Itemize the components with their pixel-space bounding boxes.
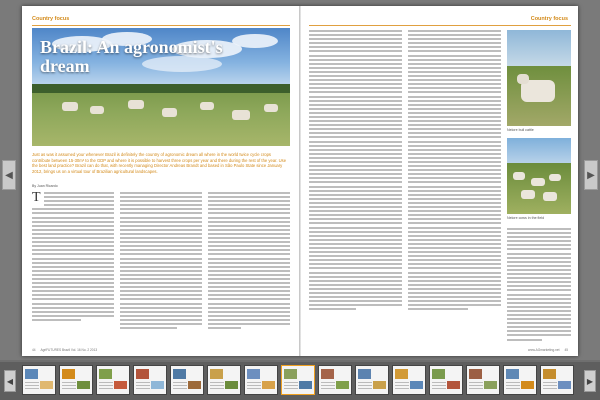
triangle-left-icon: ◀: [6, 376, 14, 386]
page-thumbnail[interactable]: [503, 365, 537, 395]
next-page-button[interactable]: [584, 160, 598, 190]
footer-text: www.AGmarketing.net: [528, 348, 560, 352]
divider: [309, 25, 571, 26]
text-column: [408, 30, 501, 312]
page-thumbnail[interactable]: [244, 365, 278, 395]
section-tag: Country focus: [32, 16, 70, 22]
page-thumbnail[interactable]: [540, 365, 574, 395]
page-thumbnail[interactable]: [207, 365, 241, 395]
text-column: [32, 192, 114, 331]
article-body: [309, 30, 501, 312]
article-title: Brazil: An agronomist's dream: [40, 37, 223, 76]
page-thumbnail[interactable]: [318, 365, 352, 395]
page-number: 44: [32, 348, 36, 352]
drop-cap: T: [32, 190, 41, 205]
text-column: [120, 192, 202, 331]
byline: By Juan Ricardo: [32, 184, 58, 188]
photo-caption: Nelore bull cattle: [507, 128, 534, 132]
triangle-right-icon: ▶: [586, 376, 594, 386]
page-thumbnail[interactable]: [392, 365, 426, 395]
cows-photo: [507, 138, 571, 214]
footer-text: AgriFUTURES Brazil Vol. 16 No. 2 2013: [40, 348, 98, 352]
section-tag: Country focus: [530, 16, 568, 22]
page-thumbnail[interactable]: [96, 365, 130, 395]
page-number: 45: [564, 348, 568, 352]
right-page[interactable]: [301, 6, 578, 356]
page-thumbnail[interactable]: [355, 365, 389, 395]
article-body: [32, 192, 290, 331]
text-column: [208, 192, 290, 331]
article-standfirst: Just as was it assumed your whenever Brazil is definitely the country of agronomic dream all where in the world twice cycle crops contribute between 15-30m³ to the GDP and where it is possible to harvest three crops per year and there during the rest of the year. Use the best land practice? Brazil can do that, with recently managing Director Andreas Brandt and based in São Paulo State since January 2012, brings us on a virtual tour of Brazilian agricultural landscapes.: [32, 152, 287, 174]
cattle-photo: [507, 30, 571, 126]
triangle-right-icon: ▶: [587, 169, 595, 181]
left-page[interactable]: [22, 6, 299, 356]
page-thumbnail[interactable]: [22, 365, 56, 395]
page-spread: [22, 6, 578, 356]
page-thumbnail[interactable]: [281, 365, 315, 395]
page-footer: [32, 348, 97, 352]
page-thumbnail[interactable]: [170, 365, 204, 395]
text-column: [309, 30, 402, 312]
hero-photo: [32, 28, 290, 146]
thumbnails-next-button[interactable]: [584, 370, 596, 392]
page-thumbnail[interactable]: [466, 365, 500, 395]
page-thumbnail[interactable]: [59, 365, 93, 395]
photo-caption: Nelore cows in the field: [507, 216, 545, 220]
page-thumbnail[interactable]: [429, 365, 463, 395]
page-thumbnail[interactable]: [133, 365, 167, 395]
page-footer: [528, 348, 568, 352]
thumbnails-prev-button[interactable]: [4, 370, 16, 392]
sidebar-text: [507, 228, 571, 343]
thumbnail-strip: [0, 362, 600, 400]
divider: [32, 25, 290, 26]
triangle-left-icon: ◀: [5, 169, 13, 181]
previous-page-button[interactable]: [2, 160, 16, 190]
